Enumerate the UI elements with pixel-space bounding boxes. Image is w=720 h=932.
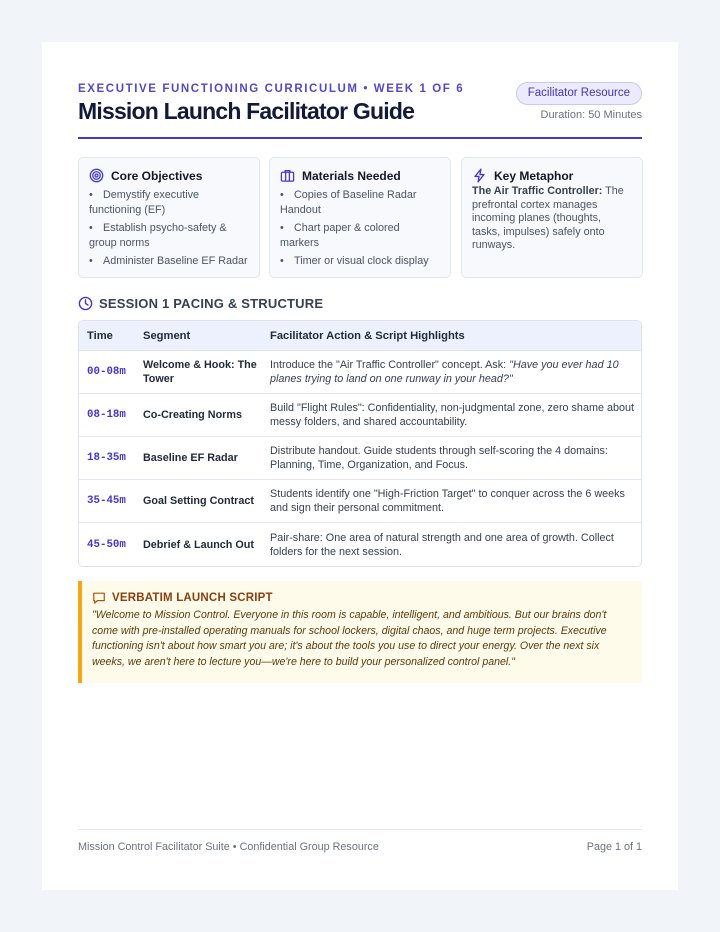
materials-title: Materials Needed — [302, 168, 401, 183]
action-cell: Students identify one "High-Friction Target" to conquer across the 6 weeks and sign their personal commitment. — [270, 488, 625, 514]
briefcase-icon — [280, 168, 295, 183]
objectives-card — [78, 157, 260, 278]
metaphor-title: Key Metaphor — [494, 168, 574, 183]
materials-card — [269, 157, 451, 278]
segment-cell: Baseline EF Radar — [143, 452, 238, 464]
list-item: • Copies of Baseline Radar Handout — [280, 189, 417, 216]
lightning-icon — [472, 168, 487, 183]
header-action: Facilitator Action & Script Highlights — [270, 329, 465, 342]
footer-text: Mission Control Facilitator Suite • Confidential Group Resource — [78, 841, 379, 853]
chat-icon — [92, 591, 106, 605]
list-item: • Timer or visual clock display — [280, 255, 429, 267]
page-number: Page 1 of 1 — [586, 841, 642, 853]
action-cell: Introduce the "Air Traffic Controller" concept. Ask: "Have you ever had 10 planes trying to land on one runway in your head?" — [270, 359, 619, 385]
header-segment: Segment — [143, 329, 191, 342]
clock-icon — [78, 296, 93, 311]
metaphor-card — [461, 157, 643, 278]
table-row — [79, 437, 641, 480]
page-title: Mission Launch Facilitator Guide — [78, 98, 415, 124]
table-row — [79, 394, 641, 437]
list-item: • Chart paper & colored markers — [280, 222, 400, 249]
time-cell: 18-35m — [87, 452, 126, 464]
section-title: SESSION 1 PACING & STRUCTURE — [99, 296, 324, 311]
time-cell: 45-50m — [87, 538, 126, 551]
time-cell: 35-45m — [87, 495, 126, 507]
table-row — [79, 523, 641, 566]
target-icon — [89, 168, 104, 183]
header-time: Time — [87, 329, 113, 342]
script-body: "Welcome to Mission Control. Everyone in this room is capable, intelligent, and ambitious. But our brains don't come with pre-installed operating manuals for school lockers, digital chaos, and huge term projects. Executive functioning isn't about how smart you are; it's about the tools you use to direct your energy. Over the next six weeks, we aren't here to lecture you—we're here to build your personalized control panel." — [92, 609, 607, 668]
segment-cell: Debrief & Launch Out — [143, 538, 254, 551]
footer-rule — [78, 829, 642, 830]
facilitator-badge: Facilitator Resource — [516, 82, 642, 105]
table-header — [79, 321, 641, 351]
action-cell: Pair-share: One area of natural strength and one area of growth. Collect folders for the next session. — [270, 531, 614, 558]
table-row — [79, 351, 641, 394]
list-item: • Demystify executive functioning (EF) — [89, 189, 200, 216]
segment-cell: Goal Setting Contract — [143, 495, 254, 507]
materials-list — [280, 188, 440, 269]
action-cell: Distribute handout. Guide students through self-scoring the 4 domains: Planning, Time, Organization, and Focus. — [270, 445, 608, 471]
pacing-table — [78, 320, 642, 567]
table-row — [79, 480, 641, 523]
objectives-title: Core Objectives — [111, 168, 203, 183]
action-cell: Build "Flight Rules": Confidentiality, non-judgmental zone, zero shame about messy folders, and shared accountability. — [270, 402, 634, 428]
list-item: • Administer Baseline EF Radar — [89, 255, 248, 267]
title-rule — [78, 137, 642, 139]
duration-label: Duration: 50 Minutes — [540, 109, 642, 121]
segment-cell: Co-Creating Norms — [143, 409, 242, 421]
metaphor-text: The Air Traffic Controller: The prefrontal cortex manages incoming planes (thoughts, tasks, impulses) safely onto runways. — [472, 185, 624, 251]
objectives-list — [89, 188, 249, 269]
curriculum-eyebrow: EXECUTIVE FUNCTIONING CURRICULUM • WEEK 1 OF 6 — [78, 83, 465, 95]
launch-script-callout — [78, 581, 642, 683]
script-title: VERBATIM LAUNCH SCRIPT — [112, 592, 273, 604]
document-page — [42, 42, 678, 890]
section-heading — [78, 296, 323, 311]
time-cell: 08-18m — [87, 409, 126, 421]
segment-cell: Welcome & Hook: The Tower — [143, 359, 257, 385]
time-cell: 00-08m — [87, 366, 126, 378]
list-item: • Establish psycho-safety & group norms — [89, 222, 227, 249]
